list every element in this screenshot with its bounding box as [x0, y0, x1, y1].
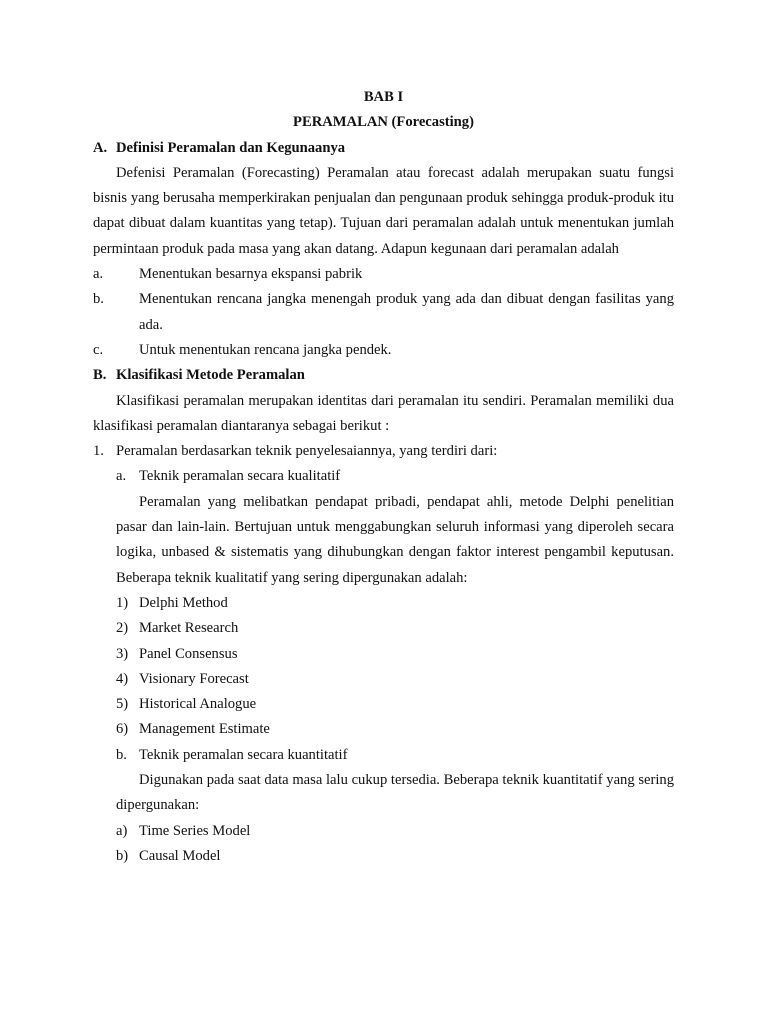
list-item: [93, 844, 674, 869]
list-item-text: Visionary Forecast: [139, 670, 249, 687]
section-b-heading-text: Klasifikasi Metode Peramalan: [116, 367, 305, 384]
list-item-text: Time Series Model: [139, 822, 251, 839]
qualitative-paragraph: Peramalan yang melibatkan pendapat pribadi, pendapat ahli, metode Delphi penelitian pasar dan lain-lain. Bertujuan untuk menggabungkan seluruh informasi yang diperoleh secara logika, unbased & sistematis yang dihubungkan dengan faktor interest pengambil keputusan. Beberapa teknik kualitatif yang sering dipergunakan adalah:: [116, 493, 674, 586]
section-b-paragraph: Klasifikasi peramalan merupakan identitas dari peramalan itu sendiri. Peramalan memiliki dua klasifikasi peramalan diantaranya sebagai berikut :: [93, 392, 674, 434]
list-item: [93, 667, 674, 692]
section-a-paragraph: Defenisi Peramalan (Forecasting) Peramalan atau forecast adalah merupakan suatu fungsi bisnis yang berusaha memperkirakan penjualan dan pengunaan produk sehingga produk-produk itu dapat dibuat dalam kuantitas yang tetap). Tujuan dari peramalan adalah untuk menentukan jumlah permintaan produk pada masa yang akan datang. Adapun kegunaan dari peramalan adalah: [93, 164, 674, 257]
quantitative-paragraph: Digunakan pada saat data masa lalu cukup tersedia. Beberapa teknik kuantitatif yang sering dipergunakan:: [116, 772, 674, 814]
list-item-text: Market Research: [139, 620, 239, 637]
list-item-text: Causal Model: [139, 847, 221, 864]
list-marker: a): [116, 822, 128, 839]
quantitative-heading-text: Teknik peramalan secara kuantitatif: [139, 746, 348, 763]
list-marker: a.: [93, 266, 104, 283]
list-marker: 6): [116, 721, 129, 738]
list-item: [93, 338, 674, 363]
section-a-label: A.: [93, 139, 108, 156]
list-item-text: Historical Analogue: [139, 696, 257, 713]
quantitative-heading: [93, 743, 674, 768]
list-item: [93, 717, 674, 742]
list-item: [93, 287, 674, 338]
qualitative-heading: [93, 464, 674, 489]
point-1-marker: 1.: [93, 443, 104, 460]
point-1-text: Peramalan berdasarkan teknik penyelesaiannya, yang terdiri dari:: [116, 443, 498, 460]
list-item-text: Delphi Method: [139, 594, 228, 611]
section-b-label: B.: [93, 367, 107, 384]
point-1: [93, 439, 674, 464]
section-a-heading: [93, 136, 674, 161]
list-item: [93, 692, 674, 717]
list-item: [93, 262, 674, 287]
list-item-text: Untuk menentukan rencana jangka pendek.: [139, 341, 392, 358]
list-marker: b.: [93, 291, 104, 308]
list-marker: a.: [116, 468, 127, 485]
list-item: [93, 642, 674, 667]
list-item-text: Management Estimate: [139, 721, 270, 738]
list-marker: b): [116, 847, 129, 864]
section-b-heading: [93, 363, 674, 388]
list-item: [93, 819, 674, 844]
list-item-text: Menentukan rencana jangka menengah produk yang ada dan dibuat dengan fasilitas yang ada.: [139, 291, 674, 333]
list-marker: 4): [116, 670, 129, 687]
list-marker: 2): [116, 620, 129, 637]
chapter-subtitle: PERAMALAN (Forecasting): [293, 114, 474, 131]
list-item-text: Menentukan besarnya ekspansi pabrik: [139, 266, 363, 283]
list-marker: 5): [116, 696, 129, 713]
list-item: [93, 616, 674, 641]
list-marker: 1): [116, 594, 129, 611]
list-marker: b.: [116, 746, 127, 763]
list-marker: c.: [93, 341, 104, 358]
section-a-heading-text: Definisi Peramalan dan Kegunaanya: [116, 139, 346, 156]
qualitative-heading-text: Teknik peramalan secara kualitatif: [139, 468, 341, 485]
list-item-text: Panel Consensus: [139, 645, 238, 662]
document-page: [93, 85, 674, 869]
chapter-title: BAB I: [363, 89, 404, 105]
list-marker: 3): [116, 645, 129, 662]
list-item: [93, 591, 674, 616]
